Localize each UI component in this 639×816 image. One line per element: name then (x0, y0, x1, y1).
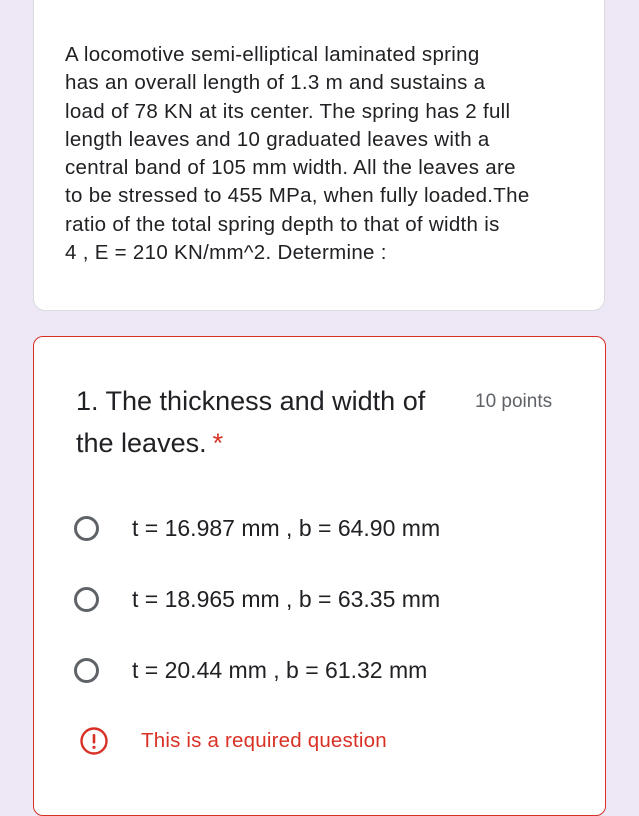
option-label: t = 20.44 mm , b = 61.32 mm (132, 656, 428, 683)
description-line: length leaves and 10 graduated leaves with a (65, 127, 490, 151)
required-asterisk: * (212, 428, 224, 458)
option-label: t = 16.987 mm , b = 64.90 mm (132, 514, 441, 541)
option-1[interactable] (74, 508, 440, 548)
description-line: central band of 105 mm width. All the leaves are (65, 156, 516, 180)
question-card (33, 336, 606, 816)
error-message: This is a required question (141, 729, 387, 752)
error-exclamation-icon (79, 726, 109, 756)
description-text (65, 41, 580, 267)
required-error (79, 726, 387, 756)
description-line: load of 78 KN at its center. The spring has 2 full (65, 99, 511, 123)
option-3[interactable] (74, 650, 427, 690)
option-2[interactable] (74, 579, 440, 619)
radio-button[interactable] (74, 587, 99, 612)
description-line: 4 , E = 210 KN/mm^2. Determine : (65, 241, 387, 265)
description-line: ratio of the total spring depth to that of width is (65, 212, 500, 236)
option-label: t = 18.965 mm , b = 63.35 mm (132, 585, 441, 612)
question-title (76, 380, 456, 464)
description-line: to be stressed to 455 MPa, when fully loaded.The (65, 184, 530, 208)
question-title-text: 1. The thickness and width of the leaves. (76, 386, 426, 458)
question-points: 10 points (475, 391, 553, 412)
description-line: has an overall length of 1.3 m and sustains a (65, 71, 486, 95)
description-card (33, 0, 605, 311)
radio-button[interactable] (74, 658, 99, 683)
description-line: A locomotive semi-elliptical laminated spring (65, 43, 480, 66)
radio-button[interactable] (74, 516, 99, 541)
